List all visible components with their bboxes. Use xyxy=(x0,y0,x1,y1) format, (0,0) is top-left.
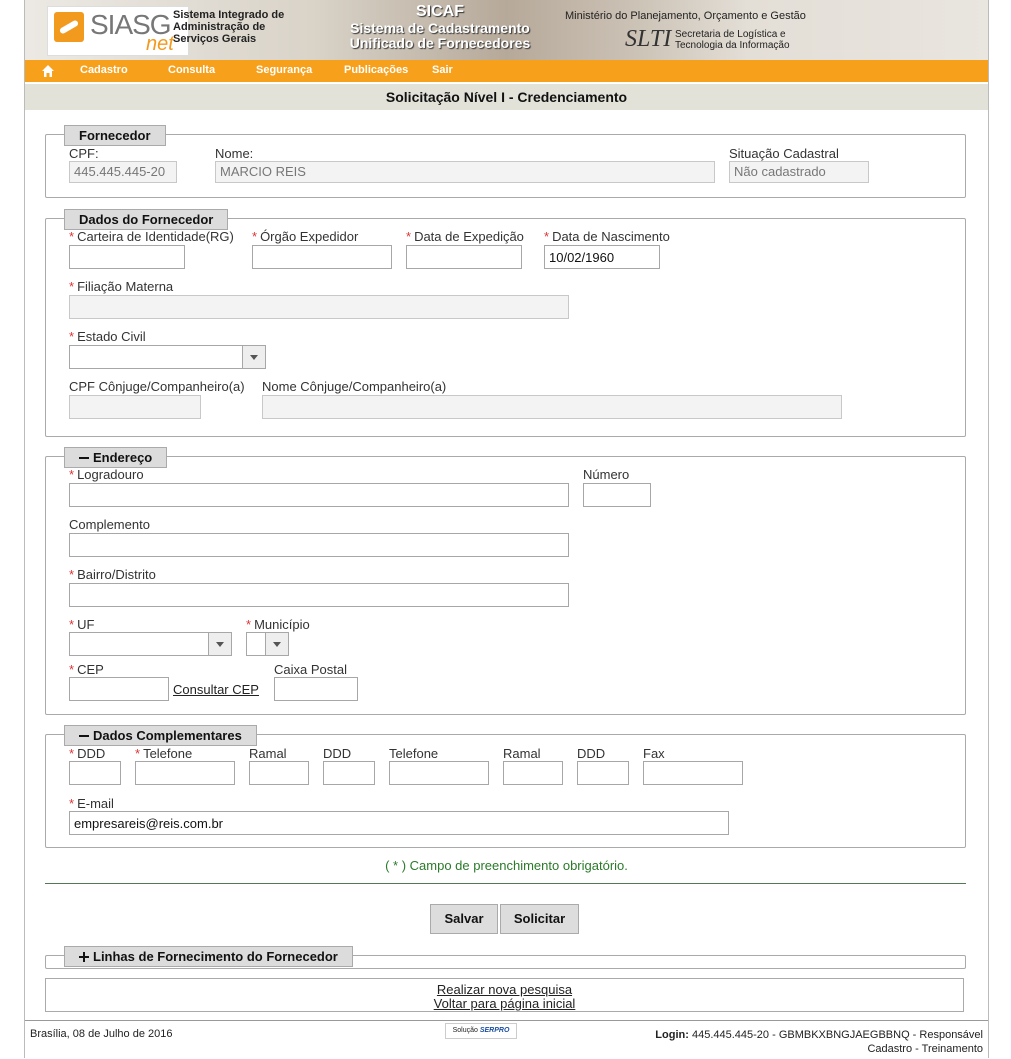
situacao-label: Situação Cadastral xyxy=(729,146,839,161)
sicaf-title xyxy=(325,3,555,51)
logo-name: SIASG xyxy=(90,9,171,40)
page-frame xyxy=(24,0,989,1058)
required-marker: * xyxy=(69,796,75,811)
chevron-down-icon[interactable] xyxy=(265,633,288,655)
consultar-cep-link[interactable]: Consultar CEP xyxy=(173,682,259,697)
required-marker: * xyxy=(69,662,75,677)
required-marker: * xyxy=(69,746,75,761)
required-marker: * xyxy=(135,746,141,761)
municipio-label xyxy=(246,617,310,632)
cep-input[interactable] xyxy=(69,677,169,701)
situacao-field: Não cadastrado xyxy=(729,161,869,183)
required-marker: * xyxy=(69,279,75,294)
endereco-legend-text: Endereço xyxy=(93,450,153,465)
estado-civil-label-text: Estado Civil xyxy=(77,329,146,344)
telefone-input-2[interactable] xyxy=(389,761,489,785)
slti-logo: SLTI xyxy=(625,26,672,52)
dados-complementares-section xyxy=(45,728,966,848)
data-nascimento-input[interactable] xyxy=(544,245,660,269)
required-marker: * xyxy=(69,617,75,632)
home-icon[interactable] xyxy=(41,64,55,78)
link-row-1 xyxy=(46,982,963,997)
ddd-input-2[interactable] xyxy=(323,761,375,785)
required-marker: * xyxy=(69,567,75,582)
menu-item-consulta[interactable]: Consulta xyxy=(168,64,216,76)
bairro-input[interactable] xyxy=(69,583,569,607)
cpf-label: CPF: xyxy=(69,146,99,161)
data-expedicao-input[interactable] xyxy=(406,245,522,269)
fax-input[interactable] xyxy=(643,761,743,785)
rg-input[interactable] xyxy=(69,245,185,269)
page-title: Solicitação Nível I - Credenciamento xyxy=(25,84,988,110)
sicaf-name: SICAF xyxy=(416,3,464,20)
login-label: Login: xyxy=(655,1029,689,1041)
expand-icon[interactable] xyxy=(79,952,89,962)
data-nascimento-label-text: Data de Nascimento xyxy=(552,229,670,244)
logradouro-label xyxy=(69,467,144,482)
uf-label-text: UF xyxy=(77,617,95,632)
ramal-label-1: Ramal xyxy=(249,746,287,761)
cpf-conjuge-label: CPF Cônjuge/Companheiro(a) xyxy=(69,379,245,394)
data-expedicao-label xyxy=(406,229,524,244)
required-marker: * xyxy=(69,329,75,344)
required-marker: * xyxy=(69,229,75,244)
nome-field: MARCIO REIS xyxy=(215,161,715,183)
system-name: Sistema Integrado de Administração de Serviços Gerais xyxy=(173,9,285,45)
required-marker: * xyxy=(252,229,258,244)
telefone-label-2: Telefone xyxy=(389,746,439,761)
sicaf-subtitle-1: Sistema de Cadastramento xyxy=(350,20,530,36)
municipio-label-text: Município xyxy=(254,617,310,632)
numero-label: Número xyxy=(583,467,630,482)
dados-complementares-legend[interactable] xyxy=(64,725,257,746)
sicaf-subtitle-2: Unificado de Fornecedores xyxy=(349,35,531,51)
dados-complementares-legend-text: Dados Complementares xyxy=(93,728,242,743)
slti-desc-line-2: Tecnologia da Informação xyxy=(675,40,790,51)
bairro-label-text: Bairro/Distrito xyxy=(77,567,156,582)
filiacao-label-text: Filiação Materna xyxy=(77,279,174,294)
chevron-down-icon[interactable] xyxy=(208,633,231,655)
siasg-logo-icon xyxy=(54,12,84,42)
nome-conjuge-label: Nome Cônjuge/Companheiro(a) xyxy=(262,379,447,394)
link-row-2 xyxy=(46,996,963,1011)
nova-pesquisa-link[interactable]: Realizar nova pesquisa xyxy=(436,982,573,997)
siasg-logo xyxy=(47,6,189,56)
menu-item-seguranca[interactable]: Segurança xyxy=(256,64,313,76)
nome-label: Nome: xyxy=(215,146,254,161)
estado-civil-label xyxy=(69,329,146,344)
cep-label-text: CEP xyxy=(77,662,104,677)
collapse-icon[interactable] xyxy=(79,731,89,741)
rg-label-text: Carteira de Identidade(RG) xyxy=(77,229,234,244)
cpf-conjuge-field xyxy=(69,395,201,419)
login-line-2: Cadastro - Treinamento xyxy=(867,1043,983,1055)
linhas-fornecimento-legend[interactable] xyxy=(64,946,353,967)
required-marker: * xyxy=(406,229,412,244)
telefone-input-1[interactable] xyxy=(135,761,235,785)
serpro-name: SERPRO xyxy=(479,1027,510,1034)
collapse-icon[interactable] xyxy=(79,453,89,463)
fornecedor-legend: Fornecedor xyxy=(64,125,166,146)
cep-label xyxy=(69,662,104,677)
required-note: ( * ) Campo de preenchimento obrigatório. xyxy=(385,858,628,873)
data-expedicao-label-text: Data de Expedição xyxy=(414,229,524,244)
fax-label: Fax xyxy=(643,746,665,761)
ramal-label-2: Ramal xyxy=(503,746,541,761)
uf-label xyxy=(69,617,94,632)
ddd-input-3[interactable] xyxy=(577,761,629,785)
ramal-input-1[interactable] xyxy=(249,761,309,785)
numero-input[interactable] xyxy=(583,483,651,507)
logradouro-label-text: Logradouro xyxy=(77,467,144,482)
fornecedor-section xyxy=(45,128,966,198)
telefone-label xyxy=(135,746,192,761)
slti-desc-line-1: Secretaria de Logística e xyxy=(675,29,786,40)
dados-fornecedor-legend: Dados do Fornecedor xyxy=(64,209,228,230)
footer-date: Brasília, 08 de Julho de 2016 xyxy=(30,1028,173,1040)
email-label xyxy=(69,796,114,811)
menu-item-cadastro[interactable]: Cadastro xyxy=(80,64,128,76)
salvar-button[interactable]: Salvar xyxy=(430,904,498,934)
endereco-legend[interactable] xyxy=(64,447,167,468)
complemento-label: Complemento xyxy=(69,517,150,532)
required-marker: * xyxy=(246,617,252,632)
orgao-label xyxy=(252,229,358,244)
dados-fornecedor-section xyxy=(45,212,966,437)
divider xyxy=(45,883,966,884)
filiacao-label xyxy=(69,279,173,294)
filiacao-field xyxy=(69,295,569,319)
linhas-fornecimento-section xyxy=(45,949,966,969)
endereco-section xyxy=(45,450,966,715)
bairro-label xyxy=(69,567,156,582)
orgao-input[interactable] xyxy=(252,245,392,269)
serpro-prefix: Solução xyxy=(452,1027,478,1034)
uf-select[interactable] xyxy=(69,632,232,656)
complemento-input[interactable] xyxy=(69,533,569,557)
menu-item-publicacoes[interactable]: Publicações xyxy=(344,64,409,76)
header-banner xyxy=(25,0,988,60)
linhas-fornecimento-legend-text: Linhas de Fornecimento do Fornecedor xyxy=(93,949,338,964)
ddd-label-text: DDD xyxy=(77,746,106,761)
data-nascimento-label xyxy=(544,229,670,244)
ddd-input-1[interactable] xyxy=(69,761,121,785)
logo-suffix: net xyxy=(146,33,174,55)
login-info xyxy=(655,1028,983,1056)
slti-description xyxy=(675,29,790,51)
serpro-logo xyxy=(445,1023,517,1039)
ddd-label-2: DDD xyxy=(323,746,352,761)
solicitar-button[interactable]: Solicitar xyxy=(500,904,579,934)
estado-civil-select[interactable] xyxy=(69,345,266,369)
telefone-label-text: Telefone xyxy=(143,746,193,761)
email-input[interactable] xyxy=(69,811,729,835)
rg-label xyxy=(69,229,234,244)
orgao-label-text: Órgão Expedidor xyxy=(260,229,359,244)
pagina-inicial-link[interactable]: Voltar para página inicial xyxy=(433,996,576,1011)
links-panel xyxy=(45,978,964,1012)
footer xyxy=(25,1020,988,1059)
caixa-postal-label: Caixa Postal xyxy=(274,662,347,677)
ddd-label xyxy=(69,746,105,761)
logradouro-input[interactable] xyxy=(69,483,569,507)
main-menu xyxy=(25,60,988,82)
nome-conjuge-field xyxy=(262,395,842,419)
ministry-name: Ministério do Planejamento, Orçamento e Gestão xyxy=(565,10,806,22)
login-value: 445.445.445-20 - GBMBKXBNGJAEGBBNQ - Responsável xyxy=(691,1029,983,1041)
municipio-select[interactable] xyxy=(246,632,289,656)
email-label-text: E-mail xyxy=(77,796,114,811)
menu-item-sair[interactable]: Sair xyxy=(432,64,453,76)
required-marker: * xyxy=(69,467,75,482)
chevron-down-icon[interactable] xyxy=(242,346,265,368)
ramal-input-2[interactable] xyxy=(503,761,563,785)
ddd-label-3: DDD xyxy=(577,746,606,761)
required-marker: * xyxy=(544,229,550,244)
cpf-field: 445.445.445-20 xyxy=(69,161,177,183)
caixa-postal-input[interactable] xyxy=(274,677,358,701)
